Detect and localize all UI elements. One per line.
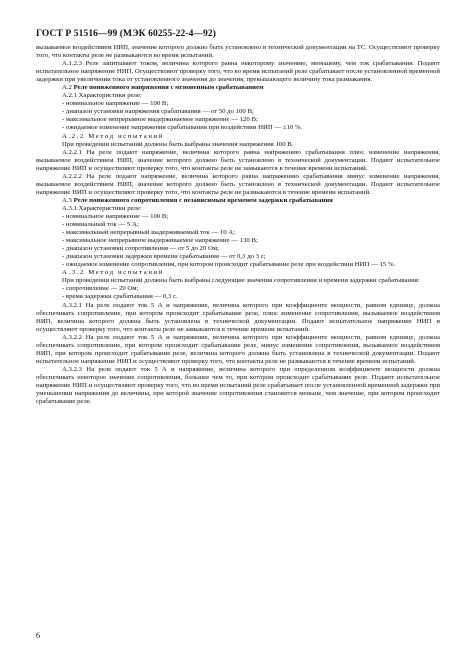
section-heading-a3: А.3 Реле пониженного сопротивления с независимым временем задержки срабатывания: [62, 196, 333, 204]
page-number: 6: [36, 631, 40, 640]
paragraph-continuation: вызываемое воздействием НИП, значение которого должно быть установлено в технической документации на ТС. Осуществляют проверку того, что контакты реле не размыкаются во время испытаний.: [36, 44, 440, 60]
paragraph-a222: А.2.2.2 На реле подают напряжение, величина которого равна напряжению срабатывания минус изменение напряжения, вызываемое воздействием НИП, значение которого должно быть установлено в технической документации. Подают испытательное напряжение НИП и осуществляют проверку того, что контакты реле не размыкаются в течение времени испытаний.: [36, 172, 440, 196]
paragraph-a322: А.3.2.2 На реле подают ток 5 А и напряжение, величина которого при коэффициенте мощности, равном единице, должна обеспечивать сопротивление, при котором происходит срабатывание реле, минус изменение сопротивления, вызываемое воздействием НИП, при котором происходит срабатывание реле, величина которого должна быть установлена в технической документации. Подают испытательное напряжение НИП и осуществляют проверку того, что контакты реле не размыкаются в течение времени испытаний.: [36, 333, 440, 365]
paragraph-a221: А.2.2.1 На реле подают напряжение, величина которого равна напряжению срабатывания плюс изменение напряжения, вызываемое воздействием НИП, значение которого должно быть установлено в технической документации. Подают испытательное напряжение НИП и осуществляют проверку того, что контакты реле не замыкаются в течение времени испытаний.: [36, 148, 440, 172]
list-item: - диапазон установки задержки времени срабатывания — от 0,3 до 3 с;: [62, 253, 266, 261]
paragraph-a323: А.3.2.3 На реле подают ток 5 А и напряжение, величина которого при определенном коэффициенте мощности должна обеспечивать некоторое значение сопротивления, большее чем то, при котором происходит срабатывание реле. Подают испытательное напряжение НИП и осуществляют проверку того, что во время испытаний реле срабатывает после установленной временной задержки при уменьшении напряжения до величины, при которой значение сопротивления становится меньше, чем значение, при котором происходит срабатывание реле.: [36, 365, 440, 406]
section-heading-a2: А.2 Реле пониженного напряжения с мгновенным срабатыванием: [62, 84, 264, 92]
paragraph-a21: А.2.1 Характеристики реле:: [62, 92, 142, 100]
list-item: - максимальное непрерывное выдерживаемое напряжение — 130 В;: [62, 237, 258, 245]
document-body: [36, 44, 440, 406]
paragraph-a321: А.3.2.1 На реле подают ток 5 А и напряжение, величина которого при коэффициенте мощности, равном единице, должна обеспечивать сопротивление, при котором происходит срабатывание реле, плюс изменение сопротивления, вызываемое воздействием НИП, величина которого должна быть установлена в технической документации. Подают испытательное напряжение НИП и осуществляют проверку того, что контакты реле не замыкаются в течение времени испытаний.: [36, 301, 440, 333]
list-item: - сопротивление — 20 Ом;: [62, 285, 139, 293]
list-item: - максимальное непрерывное выдерживаемое напряжение — 120 В;: [62, 116, 258, 124]
paragraph: При проведении испытаний должны быть выбраны значения напряжения 100 В.: [62, 140, 294, 148]
paragraph: При проведении испытаний должны быть выбраны следующие значения сопротивления и времени задержки срабатывания:: [62, 277, 420, 285]
list-item: - номинальное напряжение — 100 В;: [62, 100, 169, 108]
page-header: ГОСТ Р 51516—99 (МЭК 60255-22-4—92): [36, 29, 217, 39]
paragraph-a123: А.1.2.3 Реле запитывают током, величина которого равна некоторому значению, меньшему, чем ток срабатывания. Подают испытательное напряжение НИП. Осуществляют проверку того, что во время испытаний реле срабатывает после установленной временной задержки при увеличении тока от установленного значения до значения, превышающего величину тока размыкания.: [36, 60, 440, 84]
subheading-a32-method: А.3.2 Метод испытаний: [62, 269, 164, 277]
list-item: - максимальный непрерывный выдерживаемый ток — 10 А;: [62, 229, 236, 237]
list-item: - диапазон установки сопротивления — от 5 до 20 Ом;: [62, 245, 220, 253]
list-item: - номинальный ток — 5 А;: [62, 221, 139, 229]
list-item: - диапазон установки напряжения срабатывания — от 50 до 100 В;: [62, 108, 254, 116]
list-item: - ожидаемое изменение сопротивления, при котором происходит срабатывание реле при воздействии НИП — 15 %.: [62, 261, 396, 269]
subheading-a22-method: А.2.2 Метод испытаний: [62, 132, 164, 140]
list-item: - номинальное напряжение — 100 В;: [62, 212, 169, 220]
paragraph-a31: А.3.1 Характеристики реле:: [62, 204, 142, 212]
list-item: - ожидаемое изменение напряжения срабатывания при воздействии НИП — ±10 %.: [62, 124, 303, 132]
list-item: - время задержки срабатывания — 0,3 с.: [62, 293, 178, 301]
